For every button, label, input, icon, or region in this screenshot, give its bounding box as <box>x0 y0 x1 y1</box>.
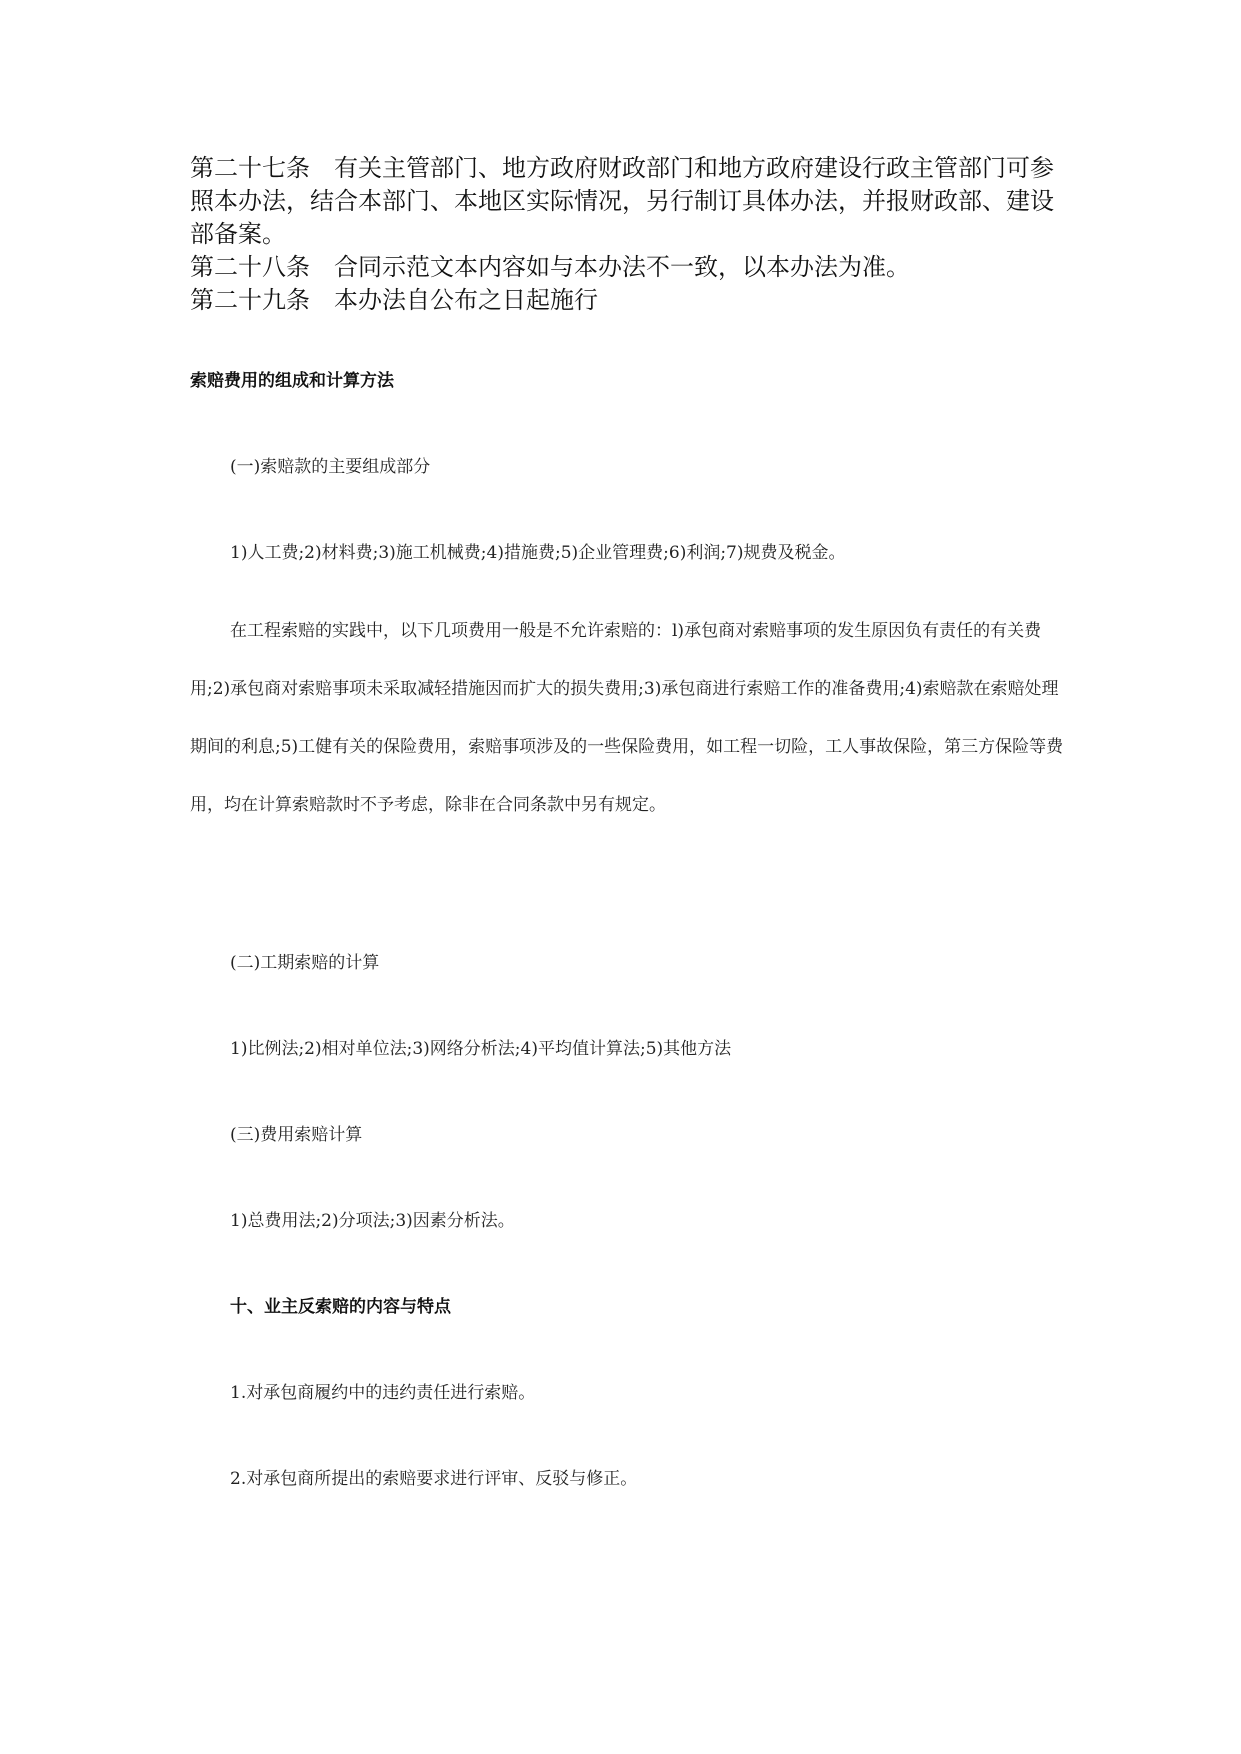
subsection-title-1: (一)索赔款的主要组成部分 <box>230 457 431 477</box>
counterclaim-item-1: 1.对承包商履约中的违约责任进行索赔。 <box>230 1383 536 1403</box>
article-text: 合同示范文本内容如与本办法不一致，以本办法为准。 <box>334 253 910 281</box>
counterclaim-item-2: 2.对承包商所提出的索赔要求进行评审、反驳与修正。 <box>230 1469 638 1489</box>
article-number: 第二十九条 <box>190 286 310 314</box>
subsection-title-3: (三)费用索赔计算 <box>230 1125 363 1145</box>
article-number: 第二十七条 <box>190 154 310 182</box>
section-title-claim-costs: 索赔费用的组成和计算方法 <box>190 371 394 391</box>
article-29 <box>190 284 1070 317</box>
article-text: 本办法自公布之日起施行 <box>334 286 598 314</box>
article-text: 有关主管部门、地方政府财政部门和地方政府建设行政主管部门可参照本办法，结合本部门、本地区实际情况，另行制订具体办法，并报财政部、建设部备案。 <box>190 154 1054 248</box>
subsection-title-2: (二)工期索赔的计算 <box>230 953 380 973</box>
document-page <box>190 152 1070 1489</box>
cost-methods-list: 1)总费用法;2)分项法;3)因素分析法。 <box>230 1211 515 1231</box>
section-title-counterclaim: 十、业主反索赔的内容与特点 <box>230 1297 451 1317</box>
article-28 <box>190 251 1070 284</box>
schedule-methods-list: 1)比例法;2)相对单位法;3)网络分析法;4)平均值计算法;5)其他方法 <box>230 1039 732 1059</box>
article-number: 第二十八条 <box>190 253 310 281</box>
article-27 <box>190 152 1070 251</box>
cost-items-list: 1)人工费;2)材料费;3)施工机械费;4)措施费;5)企业管理费;6)利润;7)规费及税金。 <box>230 543 846 563</box>
non-claimable-costs-paragraph: 在工程索赔的实践中，以下几项费用一般是不允许索赔的：l)承包商对索赔事项的发生原因负有责任的有关费用;2)承包商对索赔事项未采取减轻措施因而扩大的损失费用;3)承包商进行索赔工作的准备费用;4)索赔款在索赔处理期间的利息;5)工健有关的保险费用，索赔事项涉及的一些保险费用，如工程一切险，工人事故保险，第三方保险等费用，均在计算索赔款时不予考虑，除非在合同条款中另有规定。 <box>190 621 1064 815</box>
